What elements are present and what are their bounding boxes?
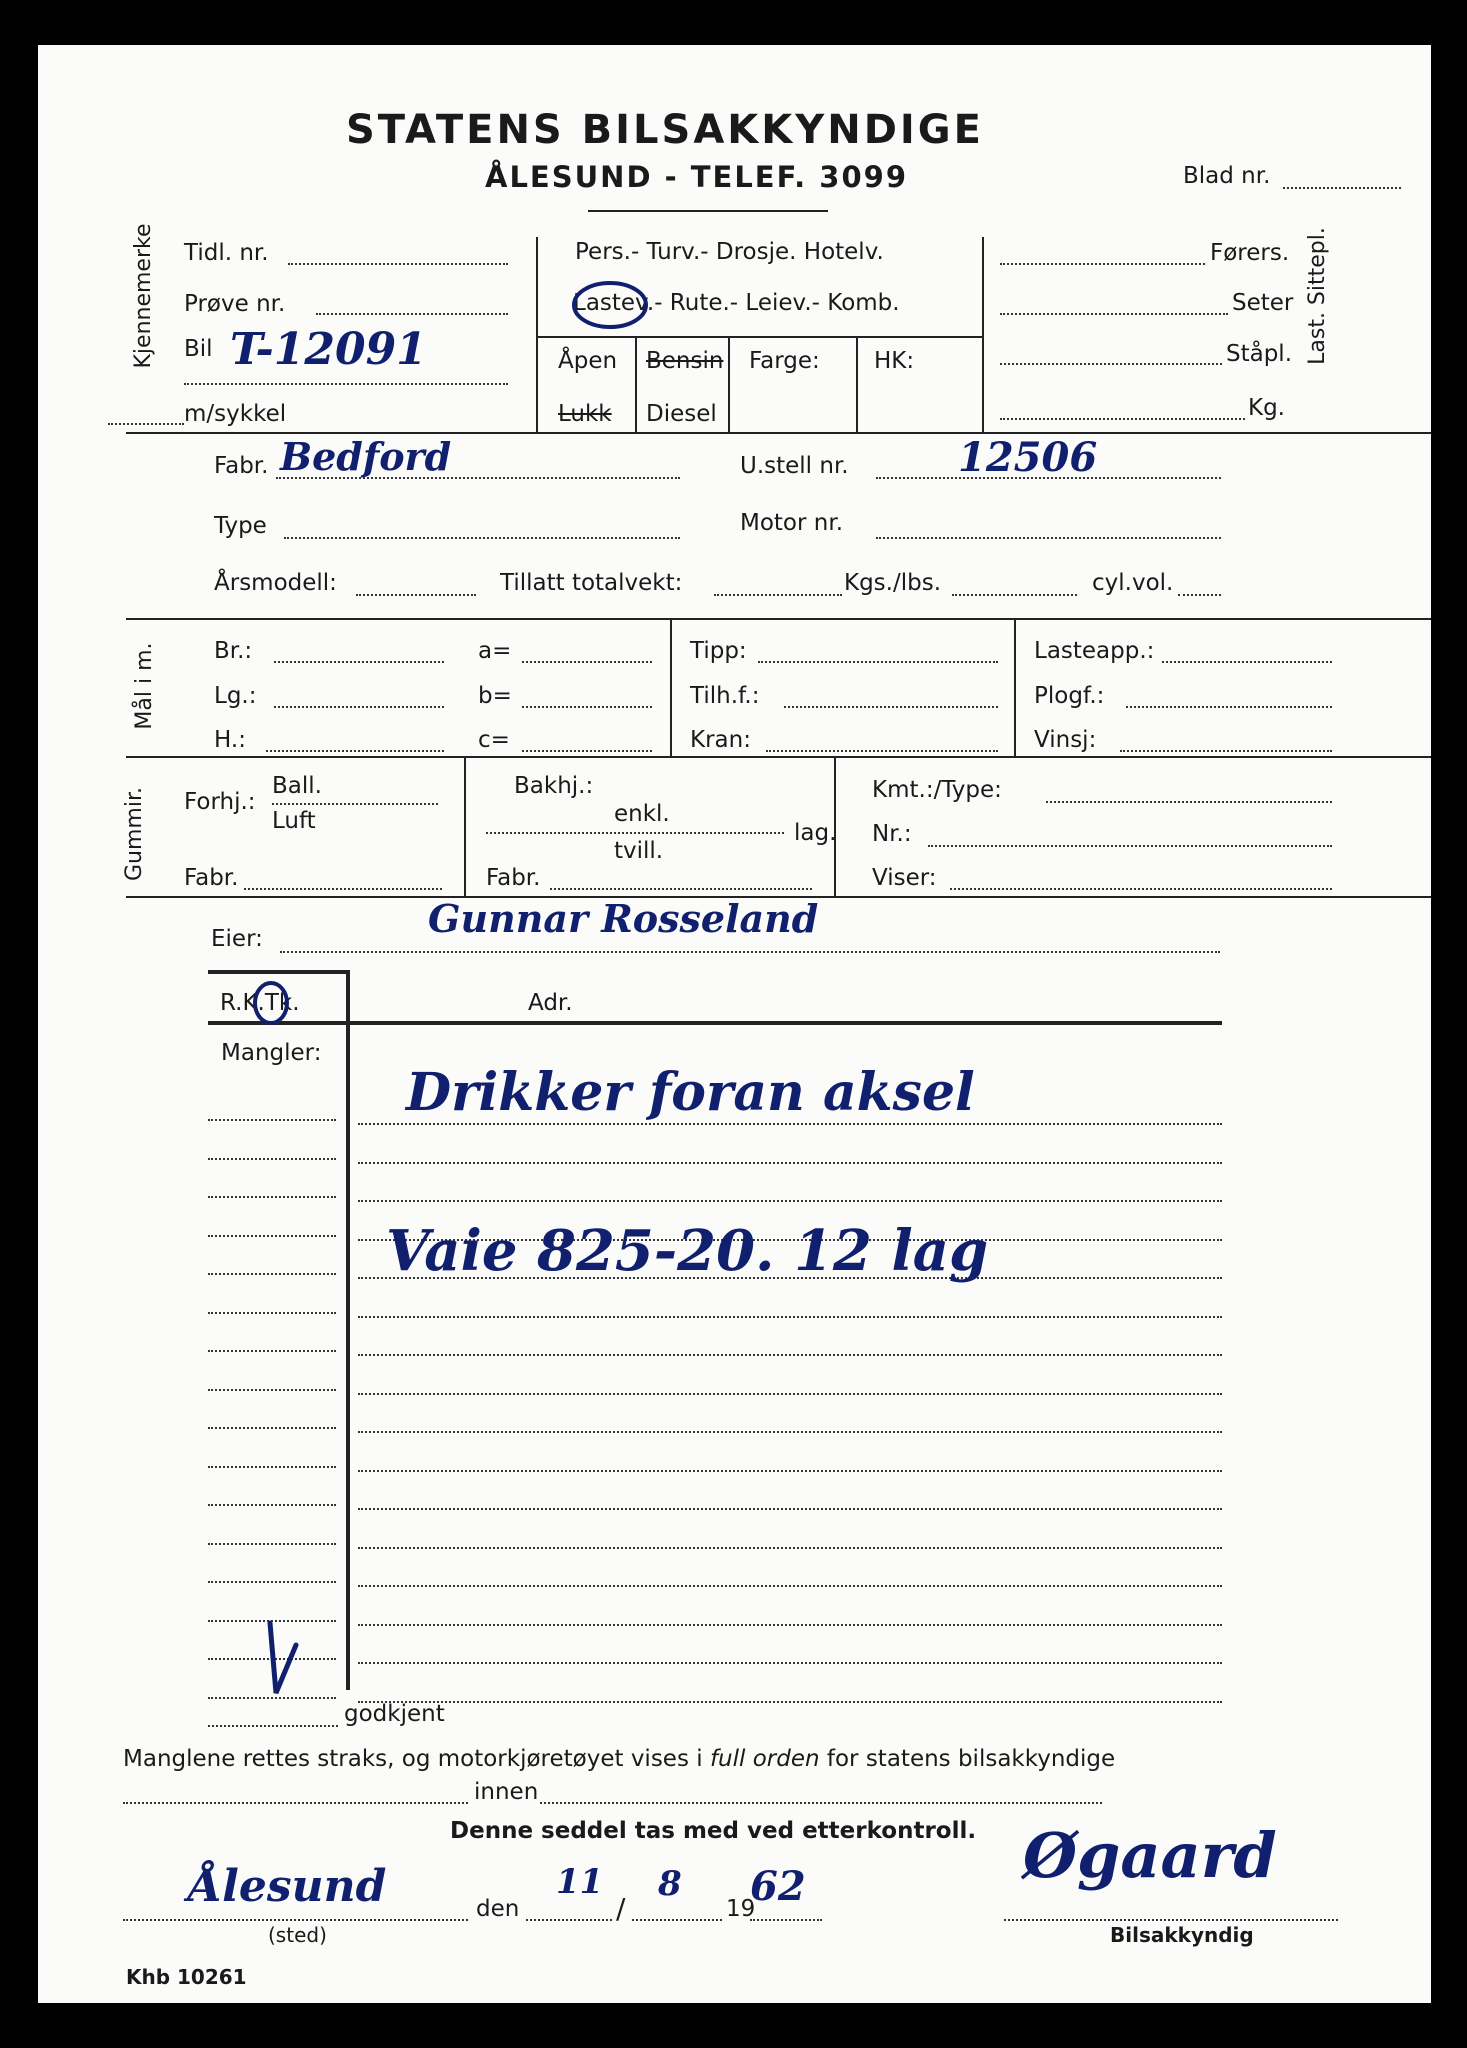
rktk-label: R.K.Tk.	[220, 990, 300, 1016]
godkjent-label: godkjent	[344, 1701, 445, 1727]
date-slash: /	[616, 1892, 626, 1925]
farge-label: Farge:	[749, 348, 820, 374]
mangler-label: Mangler:	[221, 1040, 322, 1066]
year-prefix: 19	[726, 1896, 756, 1922]
gummir-side-label: Gummir.	[122, 787, 147, 881]
category-row1: Pers.- Turv.- Drosje. Hotelv.	[575, 239, 884, 265]
form-number: Khb 10261	[126, 1965, 247, 1989]
handwritten-marks	[38, 45, 1431, 2003]
fabr-value: Bedford	[280, 434, 452, 479]
bil-label: Bil	[184, 336, 213, 362]
check-mark	[270, 1623, 296, 1693]
forhj-label: Forhj.:	[184, 789, 256, 815]
seter-label: Seter	[1232, 290, 1294, 316]
b-label: b=	[478, 683, 512, 709]
kjennemerke-side-label: Kjennemerke	[131, 223, 156, 369]
ball-label: Ball.	[272, 773, 322, 799]
k-circle	[255, 983, 287, 1023]
motor-label: Motor nr.	[740, 510, 844, 536]
enkl-label: enkl.	[614, 801, 670, 827]
bakhj-label: Bakhj.:	[514, 773, 594, 799]
fabr-bakhj-label: Fabr.	[486, 865, 541, 891]
last-sittepl-side-label: Last. Sittepl.	[1305, 227, 1330, 365]
bensin-label: Bensin	[646, 348, 724, 374]
lasteapp-label: Lasteapp.:	[1034, 638, 1155, 664]
form-sheet	[38, 45, 1431, 2003]
fabr-tire-label: Fabr.	[184, 865, 239, 891]
tilhf-label: Tilh.f.:	[690, 683, 760, 709]
form-subtitle: ÅLESUND - TELEF. 3099	[485, 160, 908, 194]
hk-label: HK:	[874, 348, 915, 374]
tvill-label: tvill.	[614, 838, 664, 864]
kran-label: Kran:	[690, 727, 751, 753]
year-value: 62	[750, 1863, 806, 1910]
tidl-nr-label: Tidl. nr.	[184, 240, 269, 266]
lg-label: Lg.:	[214, 683, 257, 709]
br-label: Br.:	[214, 638, 253, 664]
cylvol-label: cyl.vol.	[1092, 570, 1174, 596]
bilsakkyndig-label: Bilsakkyndig	[1110, 1923, 1254, 1947]
tillatt-label: Tillatt totalvekt:	[500, 570, 683, 596]
prove-nr-label: Prøve nr.	[184, 291, 286, 317]
month-value: 8	[658, 1864, 682, 1904]
h-label: H.:	[214, 727, 246, 753]
stapl-label: Ståpl.	[1226, 341, 1293, 367]
form-title: STATENS BILSAKKYNDIGE	[346, 107, 984, 153]
type-label: Type	[214, 513, 267, 539]
vinsj-label: Vinsj:	[1034, 727, 1097, 753]
mal-side-label: Mål i m.	[132, 642, 157, 730]
adr-label: Adr.	[528, 990, 573, 1016]
a-label: a=	[478, 638, 512, 664]
notice-em: full orden	[709, 1746, 820, 1772]
nr-label: Nr.:	[872, 821, 912, 847]
sted-label: (sted)	[268, 1923, 327, 1947]
tipp-label: Tipp:	[690, 638, 747, 664]
ustell-value: 12506	[958, 434, 1098, 481]
forers-label: Førers.	[1210, 240, 1290, 266]
kgs-label: Kgs./lbs.	[844, 570, 942, 596]
defect-line-1: Drikker foran aksel	[406, 1062, 975, 1123]
sted-value: Ålesund	[188, 1861, 387, 1912]
kg-label: Kg.	[1248, 395, 1285, 421]
bil-value: T-12091	[230, 324, 427, 375]
day-value: 11	[556, 1862, 604, 1902]
viser-label: Viser:	[872, 865, 937, 891]
luft-label: Luft	[272, 808, 316, 834]
den-label: den	[476, 1896, 520, 1922]
category-row2: Lastev.- Rute.- Leiev.- Komb.	[573, 290, 900, 316]
lukk-label: Lukk	[558, 401, 612, 427]
eier-label: Eier:	[211, 926, 263, 952]
laste-circle	[574, 283, 646, 327]
diesel-label: Diesel	[646, 401, 717, 427]
plogf-label: Plogf.:	[1034, 683, 1105, 709]
signature: Øgaard	[1023, 1819, 1277, 1892]
ustell-label: U.stell nr.	[740, 453, 849, 479]
fabr-label: Fabr.	[214, 453, 269, 479]
notice-post: for statens bilsakkyndige	[826, 1746, 1116, 1772]
notice-pre: Manglene rettes straks, og motorkjøretøyet vises i	[123, 1746, 703, 1772]
arsmodell-label: Årsmodell:	[214, 570, 337, 596]
lag-label: lag.	[794, 820, 837, 846]
innen-label: innen	[474, 1779, 539, 1805]
seddel-note: Denne seddel tas med ved etterkontroll.	[450, 1818, 977, 1844]
apen-label: Åpen	[558, 348, 618, 374]
blad-nr-label: Blad nr.	[1183, 163, 1271, 189]
msykkel-label: m/sykkel	[184, 401, 287, 427]
defect-line-2: Vaie 825-20. 12 lag	[386, 1218, 989, 1284]
kmt-label: Kmt.:/Type:	[872, 777, 1002, 803]
eier-value: Gunnar Rosseland	[428, 896, 819, 941]
c-label: c=	[478, 727, 510, 753]
